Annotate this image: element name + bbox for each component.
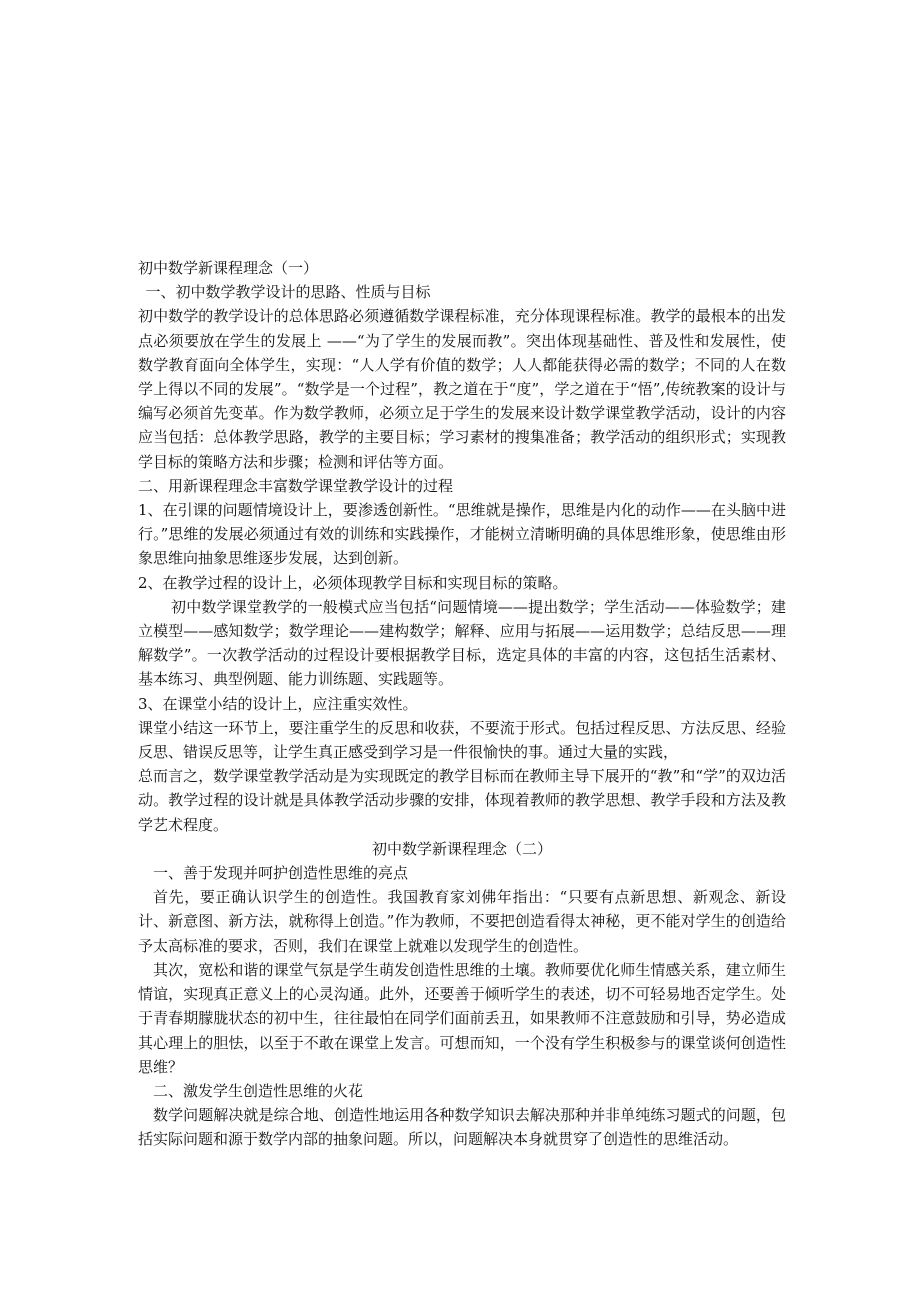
section1-heading: 一、初中数学教学设计的思路、性质与目标: [145, 283, 431, 302]
document-body: [138, 256, 786, 1152]
part2-paragraph3: 数学问题解决就是综合地、创造性地运用各种数学知识去解决那种并非单纯练习题式的问题，包括实际问题和源于数学内部的抽象问题。所以，问题解决本身就贯穿了创造性的思维活动。: [138, 1106, 786, 1149]
item2-paragraph: 初中数学课堂教学的一般模式应当包括“问题情境——提出数学；学生活动——体验数学；建立模型——感知数学；数学理论——建构数学；解释、应用与拓展——运用数学；总结反思——理解数学”。一次教学活动的过程设计要根据教学目标，选定具体的丰富的内容，这包括生活素材、基本练习、典型例题、能力训练题、实践题等。: [138, 597, 786, 689]
item2-heading: 2、在教学过程的设计上，必须体现教学目标和实现目标的策略。: [138, 573, 568, 592]
doc-title-part2: 初中数学新课程理念（二）: [371, 839, 552, 858]
item1-paragraph: 1、在引课的问题情境设计上，要渗透创新性。“思维就是操作，思维是内化的动作——在头脑中进行。”思维的发展必须通过有效的训练和实践操作，才能树立清晰明确的具体思维形象，使思维由形象思维向抽象思维逐步发展，达到创新。: [138, 501, 786, 568]
part2-paragraph1: 首先，要正确认识学生的创造性。我国教育家刘佛年指出：“只要有点新思想、新观念、新设计、新意图、新方法，就称得上创造。”作为教师，不要把创造看得太神秘，更不能对学生的创造给予太高标准的要求，否则，我们在课堂上就难以发现学生的创造性。: [138, 888, 786, 955]
summary-paragraph: 总而言之，数学课堂教学活动是为实现既定的教学目标而在教师主导下展开的“教”和“学”的双边活动。教学过程的设计就是具体教学活动步骤的安排，体现着教师的教学思想、教学手段和方法及教学艺术程度。: [138, 767, 786, 834]
part2-paragraph2: 其次，宽松和谐的课堂气氛是学生萌发创造性思维的土壤。教师要优化师生情感关系，建立师生情谊，实现真正意义上的心灵沟通。此外，还要善于倾听学生的表述，切不可轻易地否定学生。处于青春期朦胧状态的初中生，往往最怕在同学们面前丢丑，如果教师不注意鼓励和引导，势必造成其心理上的胆怯，以至于不敢在课堂上发言。可想而知，一个没有学生积极参与的课堂谈何创造性思维？: [138, 960, 786, 1076]
item3-heading: 3、在课堂小结的设计上，应注重实效性。: [138, 694, 418, 713]
part2-section2-heading: 二、激发学生创造性思维的火花: [153, 1081, 364, 1100]
part2-section1-heading: 一、善于发现并呵护创造性思维的亮点: [153, 864, 409, 883]
doc-title-part1: 初中数学新课程理念（一）: [138, 259, 319, 277]
section2-heading: 二、用新课程理念丰富数学课堂教学设计的过程: [138, 476, 454, 495]
section1-paragraph: 初中数学的教学设计的总体思路必须遵循数学课程标准，充分体现课程标准。教学的最根本的出发点必须要放在学生的发展上 ——“为了学生的发展而教”。突出体现基础性、普及性和发展性，使数学教育面向全体学生，实现：“人人学有价值的数学；人人都能获得必需的数学；不同的人在数学上得以不同的发展”。“数学是一个过程”，教之道在于“度”，学之道在于“悟”,传统教案的设计与编写必须首先变革。作为数学教师，必须立足于学生的发展来设计数学课堂教学活动，设计的内容应当包括：总体教学思路，教学的主要目标；学习素材的搜集准备；教学活动的组织形式；实现教学目标的策略方法和步骤；检测和评估等方面。: [138, 307, 786, 471]
item3-paragraph: 课堂小结这一环节上，要注重学生的反思和收获，不要流于形式。包括过程反思、方法反思、经验反思、错误反思等，让学生真正感受到学习是一件很愉快的事。通过大量的实践，: [138, 718, 786, 762]
